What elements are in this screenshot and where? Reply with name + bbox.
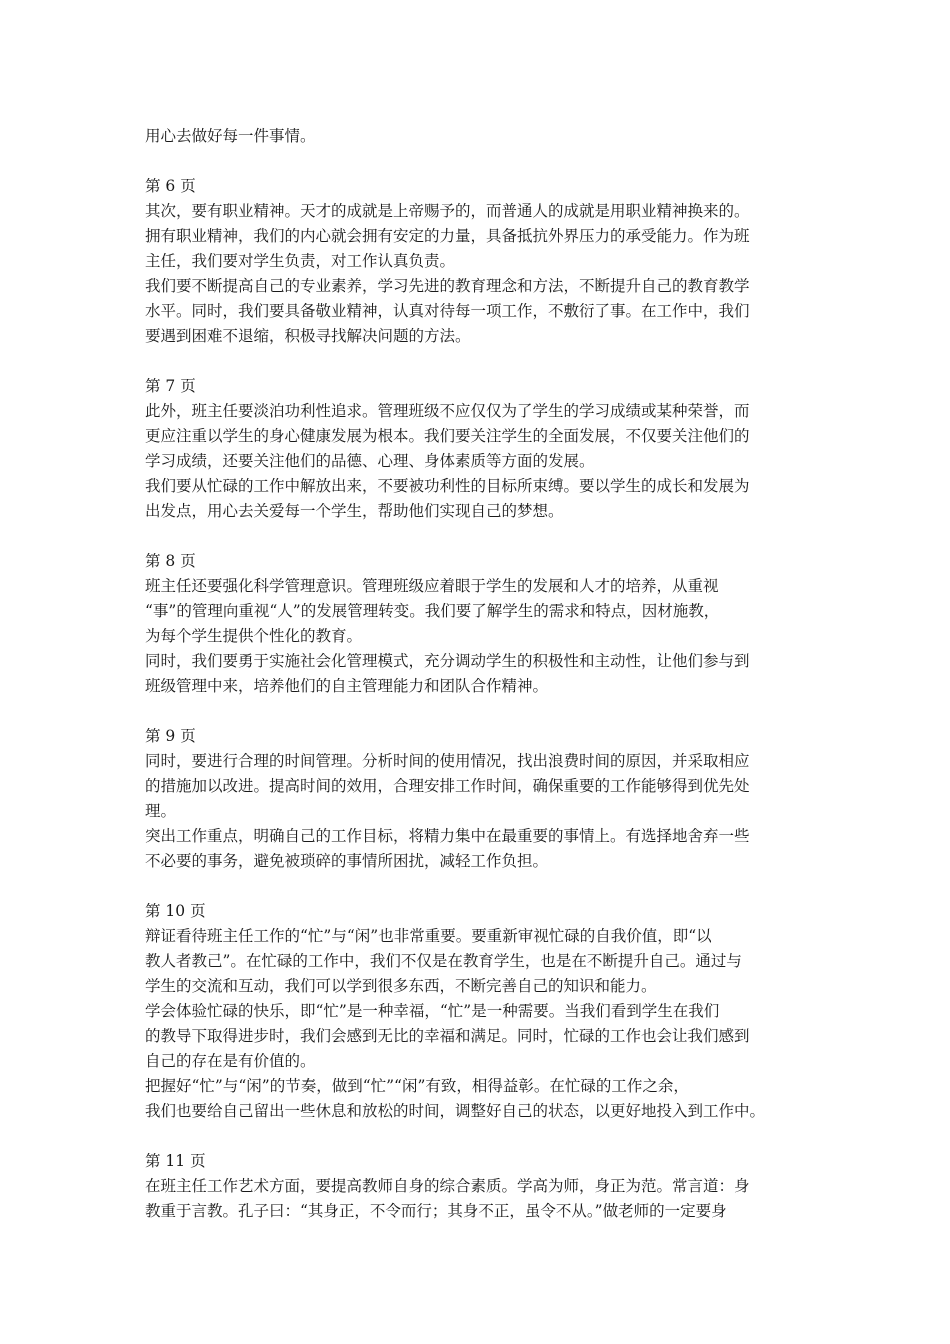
section-spacer: [145, 874, 810, 899]
paragraph-line: “事”的管理向重视“人”的发展管理转变。我们要了解学生的需求和特点，因材施教，: [145, 602, 720, 620]
paragraph-line: 要遇到困难不退缩，积极寻找解决问题的方法。: [145, 327, 471, 345]
paragraph-line: 我们也要给自己留出一些休息和放松的时间，调整好自己的状态，以更好地投入到工作中。: [145, 1102, 766, 1120]
paragraph-line: 学习成绩，还要关注他们的品德、心理、身体素质等方面的发展。: [145, 452, 595, 470]
paragraph-line: 在班主任工作艺术方面，要提高教师自身的综合素质。学高为师，身正为范。常言道：身: [145, 1177, 750, 1195]
paragraph-line: 的教导下取得进步时，我们会感到无比的幸福和满足。同时，忙碌的工作也会让我们感到: [145, 1027, 750, 1045]
paragraph-line: 同时，我们要勇于实施社会化管理模式，充分调动学生的积极性和主动性，让他们参与到: [145, 652, 750, 670]
paragraph-line: 为每个学生提供个性化的教育。: [145, 627, 363, 645]
paragraph-line: 主任，我们要对学生负责，对工作认真负责。: [145, 252, 456, 270]
paragraph-line: 理。: [145, 802, 177, 820]
section-spacer: [145, 1124, 810, 1149]
section-spacer: [145, 349, 810, 374]
page-number-heading: 第 8 页: [145, 552, 196, 570]
paragraph-line: 我们要从忙碌的工作中解放出来，不要被功利性的目标所束缚。要以学生的成长和发展为: [145, 477, 750, 495]
paragraph-line: 此外，班主任要淡泊功利性追求。管理班级不应仅仅为了学生的学习成绩或某种荣誉，而: [145, 402, 750, 420]
paragraph-line: 的措施加以改进。提高时间的效用，合理安排工作时间，确保重要的工作能够得到优先处: [145, 777, 750, 795]
paragraph-line: 把握好“忙”与“闲”的节奏，做到“忙”“闲”有致，相得益彰。在忙碌的工作之余，: [145, 1077, 689, 1095]
paragraph-line: 更应注重以学生的身心健康发展为根本。我们要关注学生的全面发展，不仅要关注他们的: [145, 427, 750, 445]
section-spacer: [145, 524, 810, 549]
page-number-heading: 第 7 页: [145, 377, 196, 395]
page-number-heading: 第 9 页: [145, 727, 196, 745]
paragraph-line: 教人者教己”。在忙碌的工作中，我们不仅是在教育学生，也是在不断提升自己。通过与: [145, 952, 742, 970]
paragraph-line: 班主任还要强化科学管理意识。管理班级应着眼于学生的发展和人才的培养，从重视: [145, 577, 719, 595]
page-number-heading: 第 11 页: [145, 1152, 206, 1170]
paragraph-line: 自己的存在是有价值的。: [145, 1052, 316, 1070]
paragraph-line: 我们要不断提高自己的专业素养，学习先进的教育理念和方法，不断提升自己的教育教学: [145, 277, 750, 295]
paragraph-line: 班级管理中来，培养他们的自主管理能力和团队合作精神。: [145, 677, 549, 695]
paragraph-line: 其次，要有职业精神。天才的成就是上帝赐予的，而普通人的成就是用职业精神换来的。: [145, 202, 750, 220]
paragraph-line: 水平。同时，我们要具备敬业精神，认真对待每一项工作，不敷衍了事。在工作中，我们: [145, 302, 750, 320]
page-number-heading: 第 10 页: [145, 902, 206, 920]
lead-line: 用心去做好每一件事情。: [145, 127, 316, 145]
section-spacer: [145, 149, 810, 174]
paragraph-line: 学会体验忙碌的快乐，即“忙”是一种幸福，“忙”是一种需要。当我们看到学生在我们: [145, 1002, 720, 1020]
paragraph-line: 不必要的事务，避免被琐碎的事情所困扰，减轻工作负担。: [145, 852, 549, 870]
paragraph-line: 拥有职业精神，我们的内心就会拥有安定的力量，具备抵抗外界压力的承受能力。作为班: [145, 227, 750, 245]
paragraph-line: 同时，要进行合理的时间管理。分析时间的使用情况，找出浪费时间的原因，并采取相应: [145, 752, 750, 770]
page-number-heading: 第 6 页: [145, 177, 196, 195]
paragraph-line: 教重于言教。孔子曰：“其身正，不令而行；其身不正，虽令不从。”做老师的一定要身: [145, 1202, 727, 1220]
paragraph-line: 出发点，用心去关爱每一个学生，帮助他们实现自己的梦想。: [145, 502, 564, 520]
paragraph-line: 辩证看待班主任工作的“忙”与“闲”也非常重要。要重新审视忙碌的自我价值，即“以: [145, 927, 712, 945]
paragraph-line: 学生的交流和互动，我们可以学到很多东西，不断完善自己的知识和能力。: [145, 977, 657, 995]
document-page: [145, 124, 810, 1224]
paragraph-line: 突出工作重点，明确自己的工作目标，将精力集中在最重要的事情上。有选择地舍弃一些: [145, 827, 750, 845]
section-spacer: [145, 699, 810, 724]
sections-container: [145, 149, 810, 1224]
